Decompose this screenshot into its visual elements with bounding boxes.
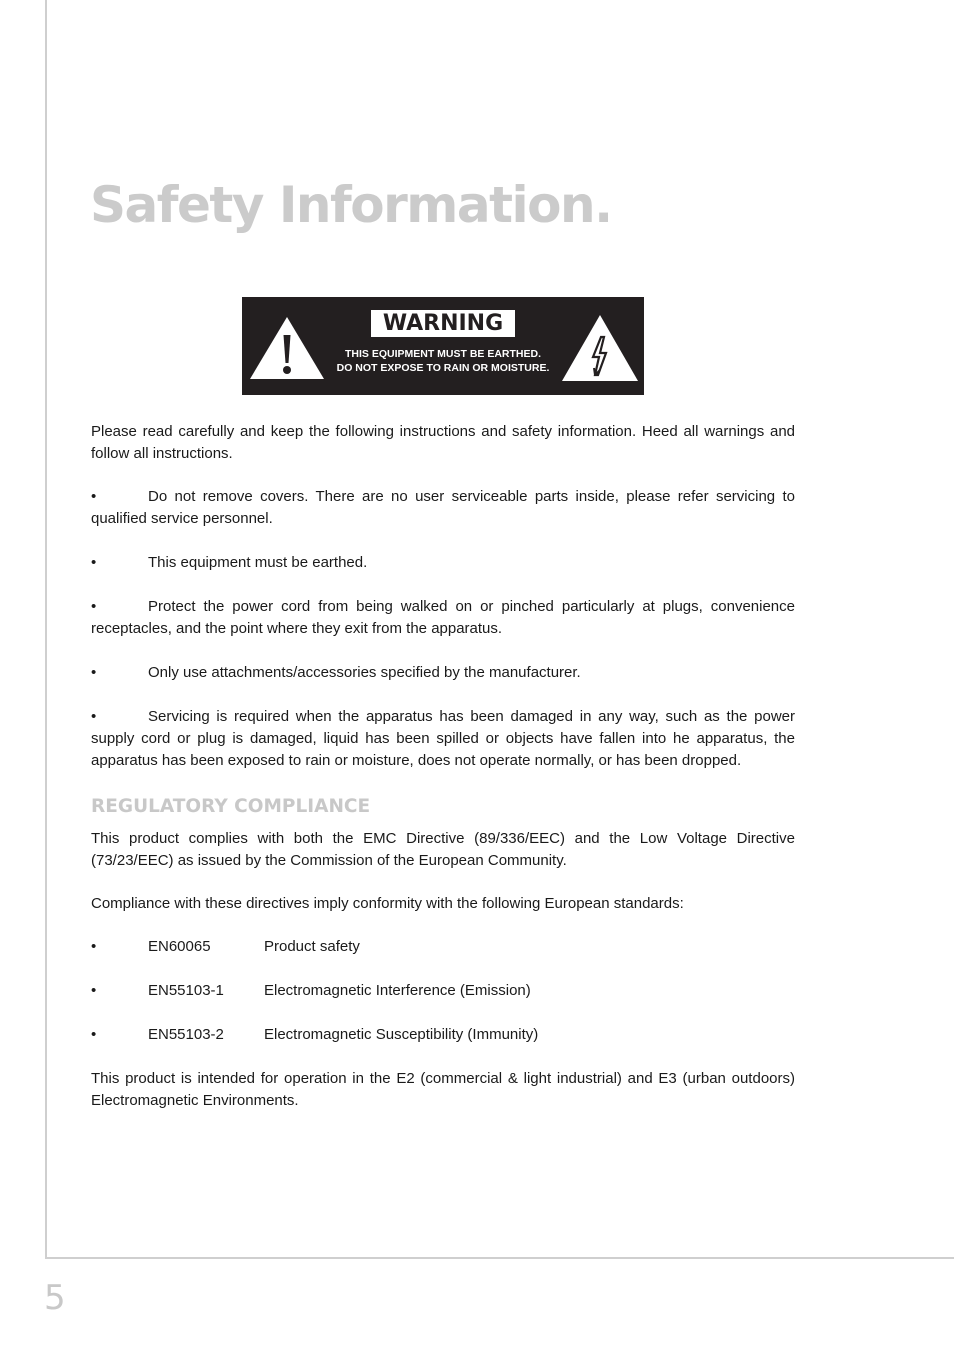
warning-line-2: DO NOT EXPOSE TO RAIN OR MOISTURE. bbox=[336, 362, 550, 374]
safety-item-text: Servicing is required when the apparatus has been damaged in any way, such as the power supply cord or plug is damaged, liquid has been spilled or objects have fallen into he apparatus, the apparatus has been exposed to rain or moisture, does not operate normally, or has been dropped. bbox=[91, 708, 795, 769]
standard-desc: Electromagnetic Interference (Emission) bbox=[264, 982, 531, 999]
standard-item-3 bbox=[91, 1024, 795, 1046]
lightning-triangle-icon bbox=[560, 313, 640, 383]
bullet: • bbox=[91, 598, 97, 615]
safety-item-text: Do not remove covers. There are no user serviceable parts inside, please refer servicing to qualified service personnel. bbox=[91, 488, 795, 527]
standard-item-2 bbox=[91, 980, 795, 1002]
page-number: 5 bbox=[44, 1278, 66, 1318]
standard-code: EN55103-1 bbox=[148, 982, 224, 999]
warning-label: WARNING bbox=[371, 310, 515, 337]
warning-text bbox=[318, 347, 568, 375]
intro-paragraph: Please read carefully and keep the following instructions and safety information. Heed all warnings and follow all instructions. bbox=[91, 423, 795, 462]
page-title: Safety Information. bbox=[90, 176, 612, 234]
regulatory-paragraph-3: This product is intended for operation in the E2 (commercial & light industrial) and E3 (urban outdoors) Electromagnetic Environments. bbox=[91, 1070, 795, 1109]
standard-item-1 bbox=[91, 936, 795, 958]
safety-item-text: Protect the power cord from being walked on or pinched particularly at plugs, convenience receptacles, and the point where they exit from the apparatus. bbox=[91, 598, 795, 637]
content-body bbox=[91, 421, 795, 1133]
standard-code: EN55103-2 bbox=[148, 1026, 224, 1043]
standard-desc: Product safety bbox=[264, 938, 360, 955]
warning-box bbox=[242, 297, 644, 395]
bullet: • bbox=[91, 708, 97, 725]
safety-item-text: This equipment must be earthed. bbox=[148, 554, 368, 571]
left-margin-rule bbox=[45, 0, 47, 1259]
bottom-rule bbox=[45, 1257, 954, 1259]
exclamation-triangle-icon bbox=[248, 315, 326, 381]
bullet: • bbox=[91, 982, 97, 999]
safety-item-1 bbox=[91, 486, 795, 530]
bullet: • bbox=[91, 664, 97, 681]
safety-item-4 bbox=[91, 662, 795, 684]
warning-line-1: THIS EQUIPMENT MUST BE EARTHED. bbox=[344, 348, 541, 360]
bullet: • bbox=[91, 554, 97, 571]
safety-item-text: Only use attachments/accessories specified by the manufacturer. bbox=[148, 664, 581, 681]
safety-item-5 bbox=[91, 706, 795, 772]
bullet: • bbox=[91, 938, 97, 955]
bullet: • bbox=[91, 1026, 97, 1043]
standard-code: EN60065 bbox=[148, 938, 211, 955]
safety-item-2 bbox=[91, 552, 795, 574]
regulatory-heading: REGULATORY COMPLIANCE bbox=[91, 796, 371, 817]
standard-desc: Electromagnetic Susceptibility (Immunity) bbox=[264, 1026, 539, 1043]
safety-item-3 bbox=[91, 596, 795, 640]
regulatory-paragraph-2: Compliance with these directives imply conformity with the following European standards: bbox=[91, 895, 684, 912]
bullet: • bbox=[91, 488, 97, 505]
regulatory-paragraph-1: This product complies with both the EMC Directive (89/336/EEC) and the Low Voltage Directive (73/23/EEC) as issued by the Commission of the European Community. bbox=[91, 830, 795, 869]
